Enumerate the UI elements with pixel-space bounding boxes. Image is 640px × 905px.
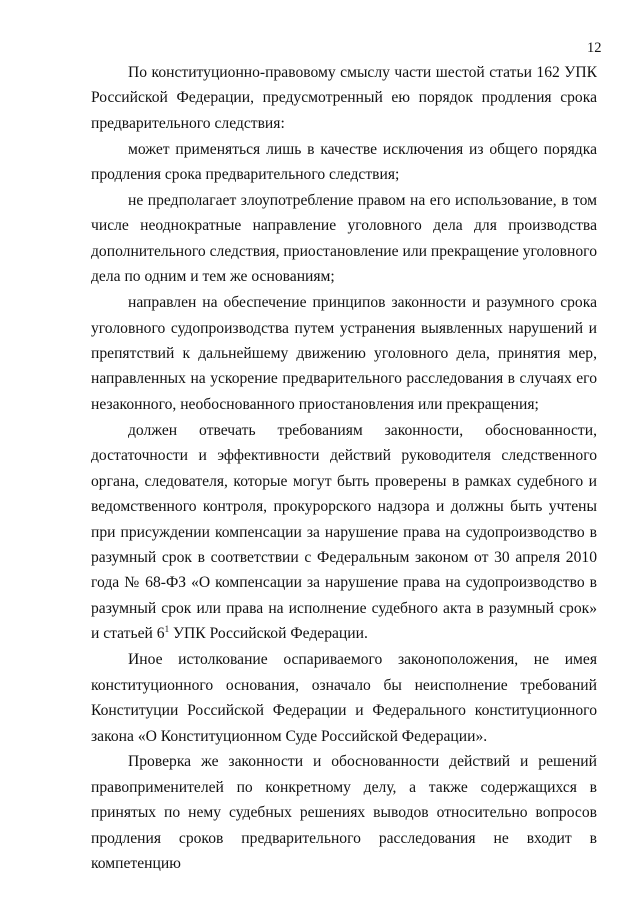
paragraph-6: Иное истолкование оспариваемого законоположения, не имея конституционного основания, означало бы неисполнение требований Конституции Российской Федерации и Федерального конституционного закона «О Конституционном Суде Российской Федерации».	[91, 651, 597, 745]
document-body	[91, 60, 597, 877]
paragraph-5-text: должен отвечать требованиям законности, обоснованности, достаточности и эффективности действий руководителя следственного органа, следователя, которые могут быть проверены в рамках судебного и ведомственного контроля, прокурорского надзора и должны быть учтены при присуждении компенсации за нарушение права на судопроизводство в разумный срок в соответствии с Федеральным законом от 30 апреля 2010 года № 68-ФЗ «О компенсации за нарушение права на судопроизводство в разумный срок или права на исполнение судебного акта в разумный срок» и статьей 6	[91, 421, 597, 643]
superscript-index: 1	[164, 624, 170, 635]
paragraph-1: По конституционно-правовому смыслу части шестой статьи 162 УПК Российской Федерации, предусмотренный ею порядок продления срока предварительного следствия:	[91, 64, 597, 132]
paragraph-5-tail: УПК Российской Федерации.	[169, 625, 368, 643]
paragraph-5	[91, 418, 597, 647]
page-number: 12	[587, 40, 602, 56]
paragraph-7: Проверка же законности и обоснованности действий и решений правоприменителей по конкретному делу, а также содержащихся в принятых по нему судебных решениях выводов относительно вопросов продления сроков предварительного расследования не входит в компетенцию	[91, 753, 597, 873]
paragraph-4: направлен на обеспечение принципов законности и разумного срока уголовного судопроизводства путем устранения выявленных нарушений и препятствий к дальнейшему движению уголовного дела, принятия мер, направленных на ускорение предварительного расследования в случаях его незаконного, необоснованного приостановления или прекращения;	[91, 294, 597, 413]
paragraph-3: не предполагает злоупотребление правом на его использование, в том числе неоднократные направление уголовного дела для производства дополнительного следствия, приостановление или прекращение уголовного дела по одним и тем же основаниям;	[91, 191, 597, 286]
paragraph-2: может применяться лишь в качестве исключения из общего порядка продления срока предварительного следствия;	[91, 140, 597, 184]
